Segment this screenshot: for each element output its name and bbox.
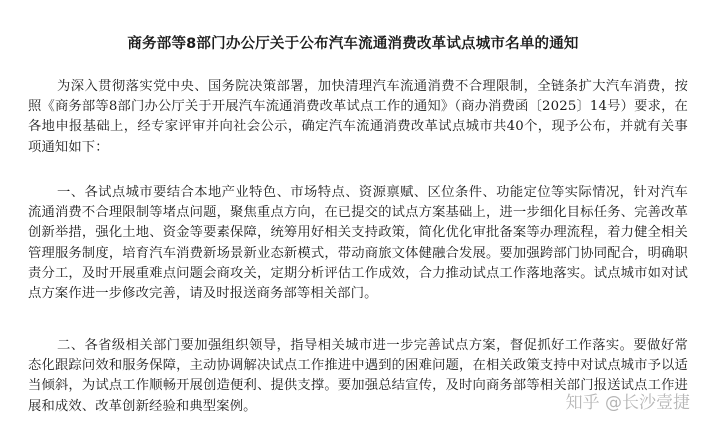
paragraph-item-one: 一、各试点城市要结合本地产业特色、市场特点、资源禀赋、区位条件、功能定位等实际情况，针对汽车流通消费不合理限制等堵点问题，聚焦重点方向，在已提交的试点方案基础上，进一步细化目标任务、完善改革创新举措，强化土地、资金等要素保障，统筹用好相关支持政策，简化优化审批备案等办理流程，着力健全相关管理服务制度，培育汽车消费新场景新业态新模式，带动商旅文体健融合发展。要加强跨部门协同配合，明确职责分工，及时开展重难点问题会商攻关，定期分析评估工作成效，合力推动试点工作落地落实。试点城市如对试点方案作进一步修改完善，请及时报送商务部等相关部门。 (28, 185, 688, 302)
document-title: 商务部等8部门办公厅关于公布汽车流通消费改革试点城市名单的通知 (127, 36, 579, 52)
paragraph-item-two: 二、各省级相关部门要加强组织领导，指导相关城市进一步完善试点方案，督促抓好工作落实。要做好常态化跟踪问效和服务保障，主动协调解决试点工作推进中遇到的困难问题，在相关政策支持中对试点城市予以适当倾斜，为试点工作顺畅开展创造便利、提供支撑。要加强总结宣传，及时向商务部等相关部门报送试点工作进展和成效、改革创新经验和典型案例。 (28, 338, 688, 414)
zhihu-watermark: 知乎 @长沙壹捷 (565, 393, 690, 413)
paragraph-intro: 为深入贯彻落实党中央、国务院决策部署，加快清理汽车流通消费不合理限制，全链条扩大汽车消费，按照《商务部等8部门办公厅关于开展汽车流通消费改革试点工作的通知》（商办消费函〔2025〕14号）要求，在各地申报基础上，经专家评审并向社会公示，确定汽车流通消费改革试点城市共40个，现予公布，并就有关事项通知如下： (28, 79, 688, 155)
